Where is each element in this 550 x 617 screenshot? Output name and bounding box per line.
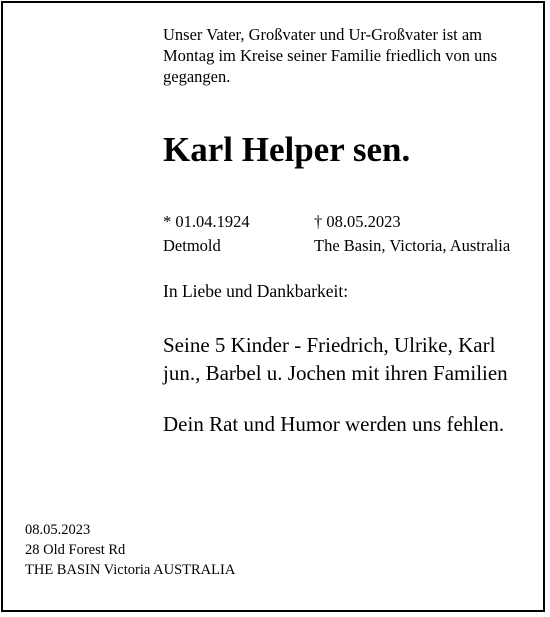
death-info <box>314 210 510 258</box>
family-line: Seine 5 Kinder - Friedrich, Ulrike, Karl <box>163 333 496 357</box>
address-date: 08.05.2023 <box>25 522 91 538</box>
farewell-message: Dein Rat und Humor werden uns fehlen. <box>163 412 505 436</box>
death-date: † 08.05.2023 <box>314 212 401 231</box>
intro-line: Unser Vater, Großvater und Ur-Großvater ist am <box>163 25 482 44</box>
birth-place: Detmold <box>163 236 221 255</box>
address-street: 28 Old Forest Rd <box>25 542 126 558</box>
birth-info <box>163 210 250 258</box>
family-line: jun., Barbel u. Jochen mit ihren Familien <box>163 361 508 385</box>
address-city: THE BASIN Victoria AUSTRALIA <box>25 562 236 578</box>
gratitude-line: In Liebe und Dankbarkeit: <box>163 281 349 301</box>
contact-address <box>25 520 235 580</box>
birth-date: * 01.04.1924 <box>163 212 250 231</box>
intro-line: Montag im Kreise seiner Familie friedlich von uns <box>163 46 498 65</box>
deceased-name: Karl Helper sen. <box>163 130 411 169</box>
death-place: The Basin, Victoria, Australia <box>314 236 511 255</box>
intro-text <box>163 24 533 87</box>
intro-line: gegangen. <box>163 67 231 86</box>
family-signature <box>163 331 508 387</box>
